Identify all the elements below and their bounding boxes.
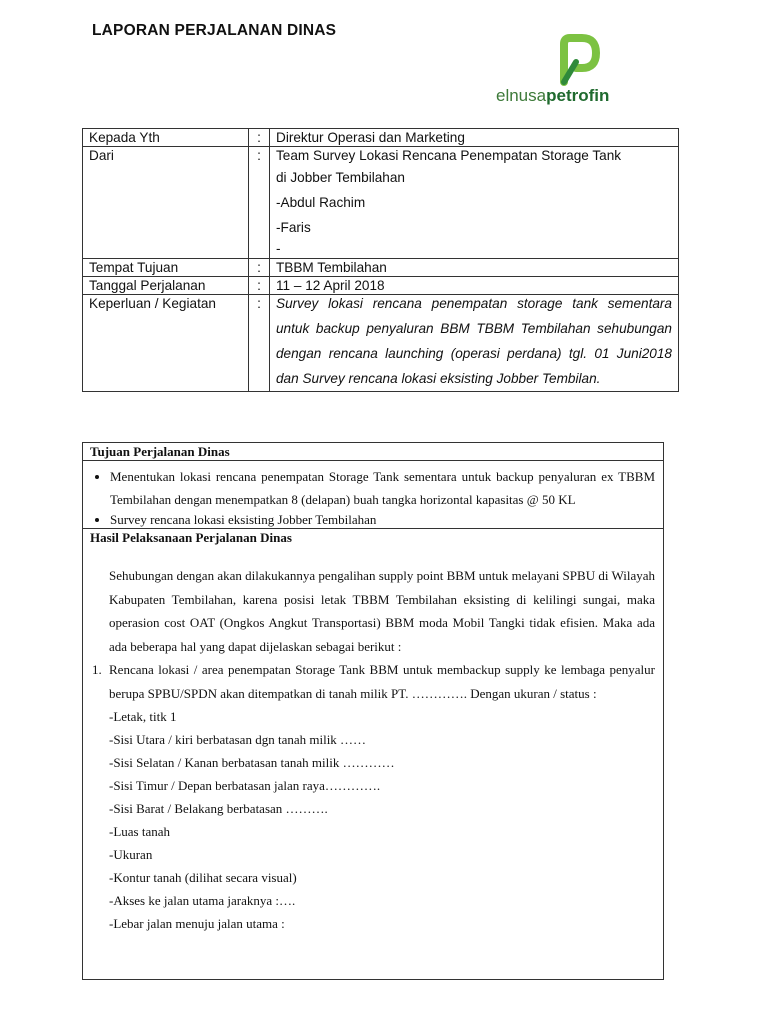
colon: : <box>249 147 270 259</box>
row-kepada <box>83 129 679 147</box>
dari-label: Dari <box>83 147 249 259</box>
tempat-value: TBBM Tembilahan <box>270 259 679 277</box>
colon: : <box>249 277 270 295</box>
tujuan-list <box>83 465 663 528</box>
document-title: LAPORAN PERJALANAN DINAS <box>92 22 337 39</box>
hasil-paragraph: Sehubungan dengan akan dilakukannya pengalihan supply point BBM untuk melayani SPBU di Wilayah Kabupaten Tembilahan, karena posisi letak TBBM Tembilahan eksisting di kelilingi sungai, maka operasion cost OAT (Ongkos Angkut Transportasi) BBM moda Mobil Tangki tidak efisien. Maka ada ada beberapa hal yang dapat dijelaskan sebagai berikut : <box>109 568 655 654</box>
detail-line: -Luas tanah <box>109 824 171 839</box>
detail-line: -Kontur tanah (dilihat secara visual) <box>109 870 297 885</box>
logo-text-petrofin: petrofin <box>546 86 610 105</box>
kepada-value: Direktur Operasi dan Marketing <box>270 129 679 147</box>
logo-text-elnusa: elnusa <box>496 86 547 105</box>
tempat-label: Tempat Tujuan <box>83 259 249 277</box>
row-keperluan <box>83 295 679 392</box>
dari-line: di Jobber Tembilahan <box>276 170 405 185</box>
hasil-heading: Hasil Pelaksanaan Perjalanan Dinas <box>83 528 663 546</box>
colon: : <box>249 259 270 277</box>
header-info-table <box>82 128 679 392</box>
detail-list <box>109 705 655 935</box>
logo-icon <box>496 34 628 90</box>
detail-line: -Sisi Selatan / Kanan berbatasan tanah milik ………… <box>109 755 395 770</box>
detail-line: -Sisi Utara / kiri berbatasan dgn tanah milik …… <box>109 732 367 747</box>
hasil-item-1 <box>83 658 663 935</box>
dari-line: - <box>276 241 281 256</box>
list-item: • Survey rencana lokasi eksisting Jobber Tembilahan <box>110 511 655 528</box>
tanggal-value: 11 – 12 April 2018 <box>270 277 679 295</box>
tanggal-label: Tanggal Perjalanan <box>83 277 249 295</box>
kepada-label: Kepada Yth <box>83 129 249 147</box>
detail-line: -Sisi Barat / Belakang berbatasan ………. <box>109 801 328 816</box>
logo-wordmark <box>496 86 609 106</box>
colon: : <box>249 129 270 147</box>
list-item: • Menentukan lokasi rencana penempatan Storage Tank sementara untuk backup penyaluran ex TBBM Tembilahan dengan menempatkan 8 (delapan) buah tangka horizontal kapasitas @ 50 KL <box>110 465 655 511</box>
dari-line: -Abdul Rachim <box>276 195 366 210</box>
keperluan-value <box>270 295 679 392</box>
report-body-box <box>82 442 664 980</box>
keperluan-text: Survey lokasi rencana penempatan storage tank sementara untuk backup penyaluran BBM TBBM Tembilahan sehubungan dengan rencana launching (operasi perdana) tgl. 01 Juni2018 dan Survey rencana lokasi eksisting Jobber Tembilan. <box>276 296 672 386</box>
colon: : <box>249 295 270 392</box>
keperluan-label: Keperluan / Kegiatan <box>83 295 249 392</box>
detail-line: -Lebar jalan menuju jalan utama : <box>109 916 285 931</box>
dari-line: Team Survey Lokasi Rencana Penempatan Storage Tank <box>276 148 622 163</box>
detail-line: -Letak, titk 1 <box>109 709 177 724</box>
detail-line: -Sisi Timur / Depan berbatasan jalan raya…………. <box>109 778 381 793</box>
row-tempat <box>83 259 679 277</box>
item-text: Rencana lokasi / area penempatan Storage Tank BBM untuk membackup supply ke lembaga penyalur berupa SPBU/SPDN akan ditempatkan di tanah milik PT. …………. Dengan ukuran / status : <box>109 662 655 701</box>
tujuan-heading: Tujuan Perjalanan Dinas <box>83 443 663 461</box>
item-number: 1. <box>92 662 102 677</box>
detail-line: -Ukuran <box>109 847 153 862</box>
dari-line: -Faris <box>276 220 311 235</box>
row-dari <box>83 147 679 259</box>
company-logo <box>496 34 628 114</box>
detail-line: -Akses ke jalan utama jaraknya :…. <box>109 893 296 908</box>
dari-value <box>270 147 679 259</box>
